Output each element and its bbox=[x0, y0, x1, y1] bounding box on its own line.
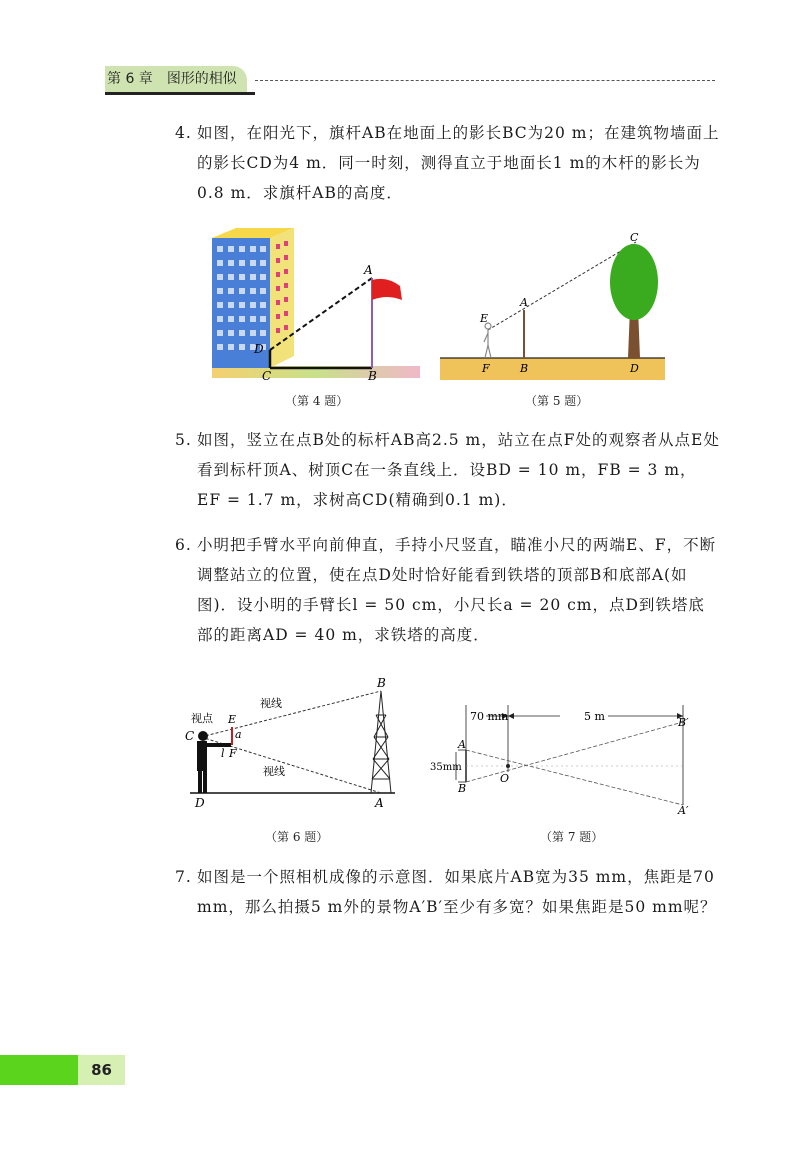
person bbox=[197, 731, 231, 793]
chapter-number: 第 6 章 bbox=[107, 71, 153, 87]
header-underline bbox=[105, 92, 255, 95]
problem-number: 4. bbox=[175, 124, 192, 142]
figure-5-caption: （第 5 题） bbox=[525, 394, 589, 408]
problem-5 bbox=[175, 425, 720, 515]
problem-7 bbox=[175, 862, 720, 922]
problem-number: 6. bbox=[175, 536, 192, 554]
label-a: A bbox=[458, 738, 466, 751]
problem-text: 如图，在阳光下，旗杆AB在地面上的影长BC为20 m；在建筑物墙面上的影长CD为4 m．同一时刻，测得直立于地面长1 m的木杆的影长为0.8 m．求旗杆AB的高度． bbox=[197, 124, 720, 202]
label-a-prime: A′ bbox=[678, 804, 689, 817]
label-e: E bbox=[228, 713, 237, 726]
problem-text: 如图是一个照相机成像的示意图．如果底片AB宽为35 mm，焦距是70 mm，那么拍摄5 m外的景物A′B′至少有多宽？如果焦距是50 mm呢？ bbox=[197, 868, 717, 916]
tower bbox=[371, 691, 391, 793]
problem-text: 小明把手臂水平向前伸直，手持小尺竖直，瞄准小尺的两端E、F，不断调整站立的位置，使在点D处时恰好能看到铁塔的顶部B和底部A(如图)．设小明的手臂长l = 50 cm，小尺长a = 20 cm，点D到铁塔底部的距离AD = 40 m，求铁塔的高度． bbox=[197, 536, 717, 644]
label-d: D bbox=[630, 362, 639, 375]
label-d: D bbox=[195, 796, 205, 810]
chapter-title: 图形的相似 bbox=[166, 71, 237, 87]
problem-number: 5. bbox=[175, 431, 192, 449]
ray-top bbox=[466, 750, 683, 805]
label-focal: 70 mm bbox=[470, 710, 509, 723]
label-a: A bbox=[375, 796, 384, 810]
problem-6 bbox=[175, 530, 720, 650]
figure-4-caption: （第 4 题） bbox=[285, 394, 349, 408]
label-b-prime: B′ bbox=[678, 716, 689, 729]
label-o: O bbox=[500, 772, 510, 785]
flag bbox=[372, 279, 402, 300]
label-c: C bbox=[185, 729, 195, 743]
label-f: F bbox=[229, 747, 237, 760]
label-a-small: a bbox=[235, 728, 242, 741]
label-a: A bbox=[520, 296, 528, 309]
label-viewpoint: 视点 bbox=[191, 712, 213, 725]
label-c: C bbox=[630, 231, 639, 244]
figure-5 bbox=[440, 230, 665, 382]
observer bbox=[484, 323, 491, 358]
figure-4 bbox=[212, 228, 420, 383]
label-b: B bbox=[377, 676, 386, 690]
problem-number: 7. bbox=[175, 868, 192, 886]
problem-text: 如图，竖立在点B处的标杆AB高2.5 m，站立在点F处的观察者从点E处看到标杆顶A、树顶C在一条直线上．设BD = 10 m，FB = 3 m，EF = 1.7 m，求树高CD(精确到0.1 m)． bbox=[197, 431, 720, 509]
label-b: B bbox=[458, 782, 467, 795]
header-dashed-line bbox=[255, 80, 715, 81]
label-l: l bbox=[221, 747, 225, 760]
figure-7-caption: （第 7 题） bbox=[540, 830, 604, 844]
chapter-label bbox=[105, 66, 247, 92]
arrow-dist-left bbox=[508, 713, 514, 719]
label-b: B bbox=[368, 369, 377, 383]
label-b: B bbox=[520, 362, 529, 375]
label-a: A bbox=[364, 263, 373, 277]
figure-7 bbox=[428, 700, 710, 815]
page-number: 86 bbox=[78, 1055, 125, 1085]
label-f: F bbox=[482, 362, 490, 375]
lens-center bbox=[506, 764, 510, 768]
label-e: E bbox=[480, 312, 489, 325]
ray-bottom bbox=[466, 722, 683, 782]
label-sightline-top: 视线 bbox=[260, 697, 282, 710]
page-header bbox=[105, 66, 715, 96]
label-sightline-bottom: 视线 bbox=[263, 765, 285, 778]
label-c: C bbox=[262, 369, 272, 383]
label-distance: 5 m bbox=[584, 710, 605, 723]
problem-4 bbox=[175, 118, 720, 208]
figure-6 bbox=[185, 675, 400, 810]
label-d: D bbox=[254, 342, 264, 356]
figure-6-caption: （第 6 题） bbox=[265, 830, 329, 844]
tree-crown bbox=[610, 244, 658, 320]
label-film: 35mm bbox=[430, 762, 462, 773]
